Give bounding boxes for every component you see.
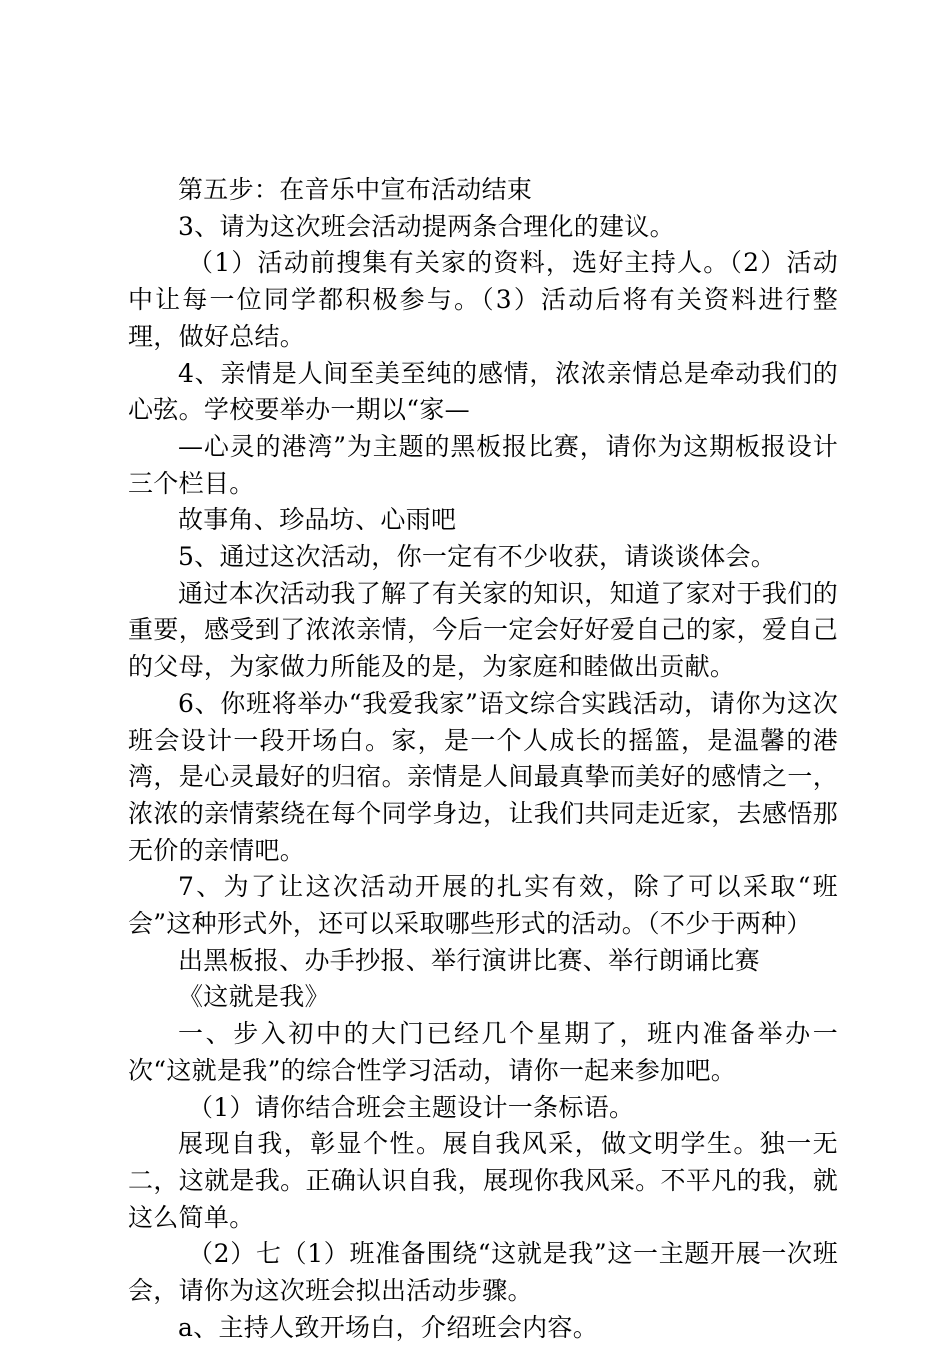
section-title: 《这就是我》	[178, 982, 330, 1012]
paragraph-answer-5: 通过本次活动我了解了有关家的知识，知道了家对于我们的重要，感受到了浓浓亲情，今后一定会好好爱自己的家，爱自己的父母，为家做力所能及的是，为家庭和睦做出贡献。	[128, 578, 838, 682]
paragraph-answer-1-1: 展现自我，彰显个性。展自我风采，做文明学生。独一无二，这就是我。正确认识自我，展现你我风采。不平凡的我，就这么简单。	[128, 1129, 838, 1232]
paragraph-question-4-cont: —心灵的港湾”为主题的黑板报比赛，请你为这期板报设计三个栏目。	[128, 431, 838, 498]
paragraph-task-1-2: （2）七（1）班准备围绕“这就是我”这一主题开展一次班会，请你为这次班会拟出活动步骤。	[128, 1239, 838, 1306]
paragraph-step-a: a、主持人致开场白，介绍班会内容。	[178, 1312, 599, 1342]
paragraph-question-7: 7、为了让这次活动开展的扎实有效，除了可以采取“班会”这种形式外，还可以采取哪些形式的活动。（不少于两种）	[128, 872, 838, 939]
paragraph-question-3: 3、请为这次班会活动提两条合理化的建议。	[178, 211, 675, 241]
paragraph-answer-3: （1）活动前搜集有关家的资料，选好主持人。（2）活动中让每一位同学都积极参与。（3）活动后将有关资料进行整理，做好总结。	[128, 248, 838, 351]
paragraph-step-five: 第五步：在音乐中宣布活动结束	[178, 175, 533, 204]
paragraph-task-1-1: （1）请你结合班会主题设计一条标语。	[188, 1092, 635, 1122]
paragraph-question-6: 6、你班将举办“我爱我家”语文综合实践活动，请你为这次班会设计一段开场白。家，是一个人成长的摇篮，是温馨的港湾，是心灵最好的归宿。亲情是人间最真挚而美好的感情之一，浓浓的亲情萦绕在每个同学身边，让我们共同走近家，去感悟那无价的亲情吧。	[128, 688, 838, 865]
paragraph-answer-7: 出黑板报、办手抄报、举行演讲比赛、举行朗诵比赛	[178, 945, 760, 975]
paragraph-task-1: 一、步入初中的大门已经几个星期了，班内准备举办一次“这就是我”的综合性学习活动，请你一起来参加吧。	[128, 1019, 838, 1085]
paragraph-question-4: 4、亲情是人间至美至纯的感情，浓浓亲情总是牵动我们的心弦。学校要举办一期以“家—	[128, 358, 838, 425]
paragraph-question-5: 5、通过这次活动，你一定有不少收获，请谈谈体会。	[178, 542, 777, 572]
document-body	[128, 172, 838, 1347]
paragraph-answer-4: 故事角、珍品坊、心雨吧	[178, 505, 457, 535]
